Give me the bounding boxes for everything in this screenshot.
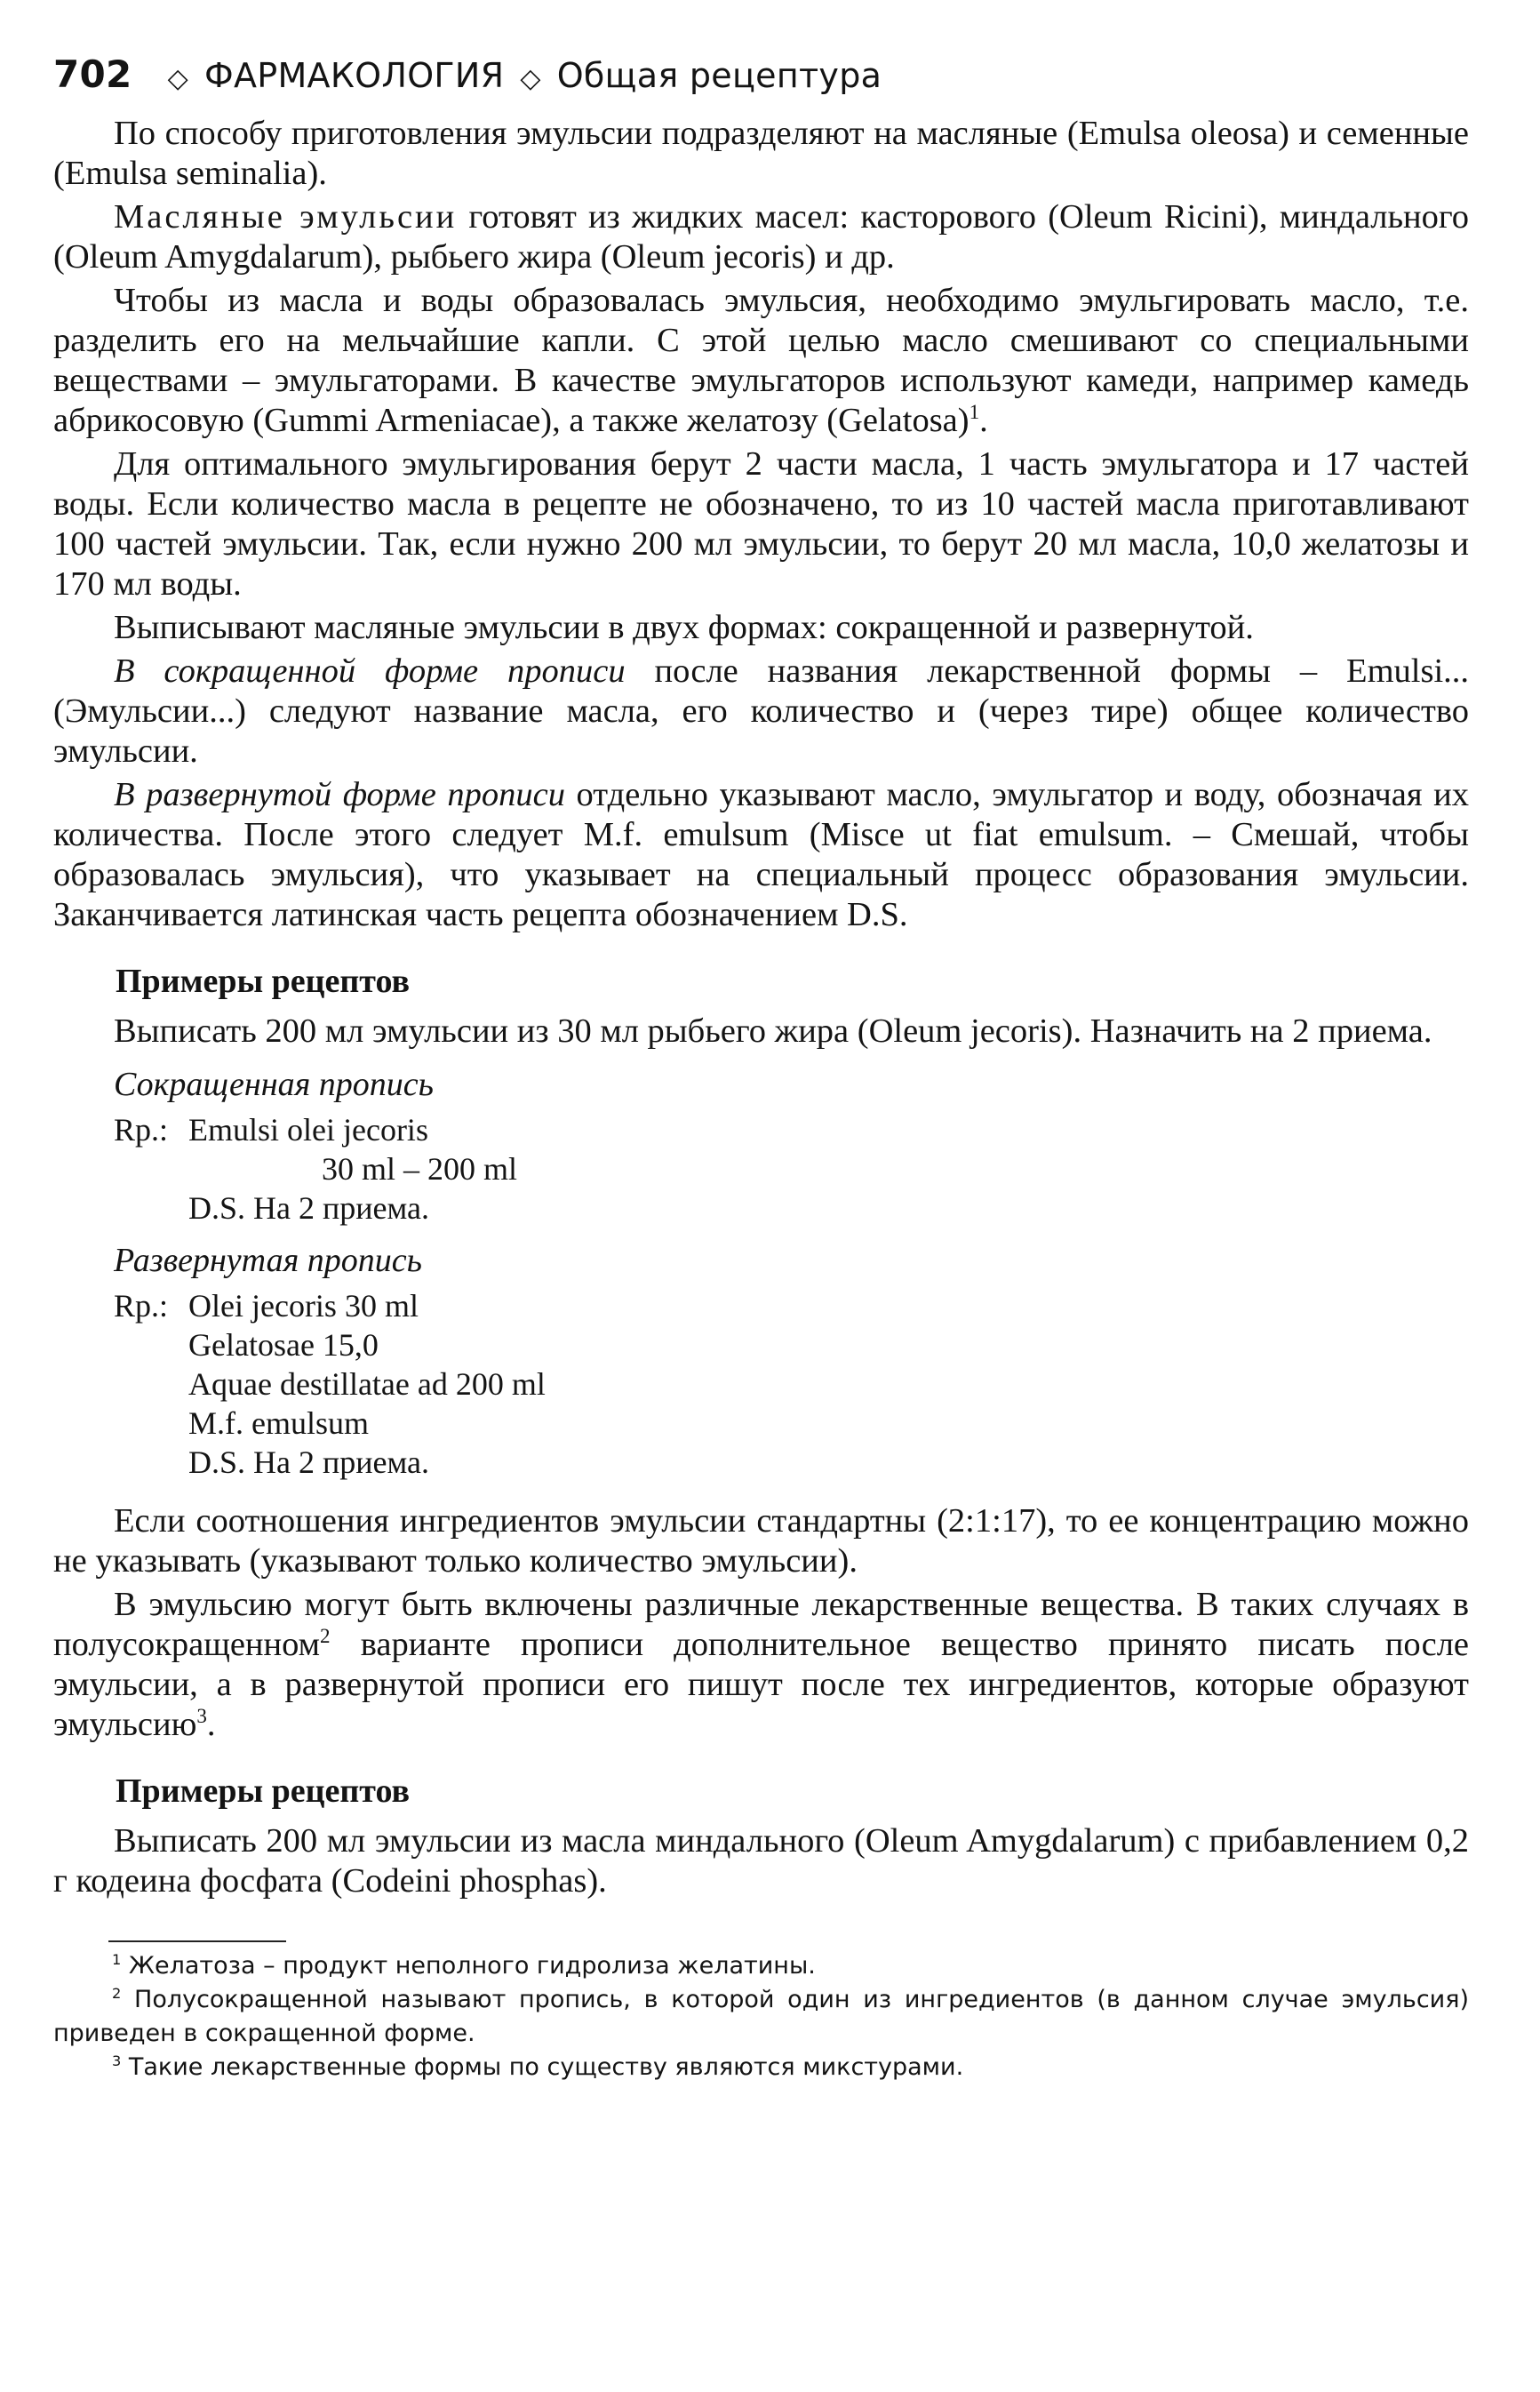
prescription [114, 1286, 1469, 1482]
paragraph-text: отдельно указывают масло, эмульгатор и воду, обозначая их количества. После этого следует M.f. emulsum (Misce ut fiat emulsum. – Смешай, чтобы образовалась эмульсия), что указывает на специальный процесс образования эмульсии. Заканчивается латинская часть рецепта обозначением D.S. [53, 776, 1469, 933]
prescription-subheading: Развернутая пропись [114, 1242, 422, 1279]
footnote [53, 2051, 1469, 2084]
spaced-term: Масляные эмульсии [114, 198, 458, 236]
footnote-mark: 3 [112, 2052, 122, 2069]
footnote-text: Желатоза – продукт неполного гидролиза желатины. [121, 1952, 816, 1980]
rx-line: M.f. emulsum [188, 1405, 369, 1441]
footnote-ref: 1 [969, 400, 980, 424]
rx-line: D.S. На 2 приема. [188, 1190, 430, 1226]
paragraph [53, 281, 1469, 441]
footnote-ref: 2 [320, 1624, 331, 1648]
header-subsection: Общая рецептура [556, 56, 882, 95]
rp-label: Rp.: [114, 1112, 169, 1148]
rx-line: Emulsi olei jecoris [188, 1112, 428, 1148]
diamond-icon: ◇ [167, 63, 188, 94]
paragraph: Для оптимального эмульгирования берут 2 части масла, 1 часть эмульгатора и 17 частей воды. Если количество масла в рецепте не обозначено, то из 10 частей масла приготавливают 100 частей эмульсии. Так, если нужно 200 мл эмульсии, то берут 20 мл масла, 10,0 желатозы и 170 мл воды. [53, 445, 1469, 603]
footnote [53, 1949, 1469, 1983]
running-header [53, 50, 1469, 100]
paragraph: Выписывают масляные эмульсии в двух формах: сокращенной и развернутой. [114, 609, 1254, 646]
paragraph: Выписать 200 мл эмульсии из 30 мл рыбьего жира (Oleum jecoris). Назначить на 2 приема. [114, 1012, 1432, 1050]
footnote-text: Полусокращенной называют пропись, в которой один из ингредиентов (в данном случае эмульсия) приведен в сокращенной форме. [53, 1986, 1469, 2047]
page-number: 702 [53, 52, 132, 96]
paragraph [53, 1585, 1469, 1745]
prescription-subheading: Сокращенная пропись [114, 1066, 434, 1103]
italic-term: В развернутой форме прописи [114, 776, 565, 813]
footnote-text: Такие лекарственные формы по существу являются микстурами. [121, 2053, 964, 2081]
rx-line: 30 ml – 200 ml [322, 1151, 518, 1187]
paragraph: Выписать 200 мл эмульсии из масла миндального (Oleum Amygdalarum) с прибавлением 0,2 г кодеина фосфата (Codeini phosphas). [53, 1822, 1469, 1900]
paragraph-text: . [206, 1706, 216, 1743]
rx-line: Aquae destillatae ad 200 ml [188, 1366, 546, 1402]
paragraph [53, 775, 1469, 935]
footnote [53, 1983, 1469, 2051]
paragraph: Если соотношения ингредиентов эмульсии стандартны (2:1:17), то ее концентрацию можно не указывать (указывают только количество эмульсии). [53, 1502, 1469, 1580]
footnote-mark: 1 [112, 1951, 122, 1968]
diamond-icon: ◇ [520, 63, 541, 94]
footnote-ref: 3 [196, 1704, 207, 1728]
rx-line: D.S. На 2 приема. [188, 1444, 430, 1480]
section-heading: Примеры рецептов [116, 1772, 411, 1810]
italic-term: В сокращенной форме прописи [114, 652, 626, 690]
rx-line: Gelatosae 15,0 [188, 1327, 379, 1363]
header-section: ФАРМАКОЛОГИЯ [203, 56, 505, 95]
rx-line: Olei jecoris 30 ml [188, 1288, 419, 1324]
paragraph-text: варианте прописи дополнительное вещество принято писать после эмульсии, а в развернутой прописи его пишут после тех ингредиентов, которые образуют эмульсию [53, 1626, 1469, 1743]
prescription [114, 1110, 1469, 1228]
paragraph-text: после названия лекарственной формы – Emulsi...(Эмульсии...) следуют название масла, его количество и (через тире) общее количество эмульсии. [53, 652, 1470, 770]
paragraph [53, 652, 1469, 772]
paragraph-text: Чтобы из масла и воды образовалась эмульсия, необходимо эмульгировать масло, т.е. разделить его на мельчайшие капли. С этой целью масло смешивают со специальными веществами – эмульгаторами. В качестве эмульгаторов используют камеди, например камедь абрикосовую (Gummi Armeniacae), а также желатозу (Gelatosa) [53, 282, 1469, 439]
paragraph [53, 197, 1469, 277]
footnote-mark: 2 [112, 1985, 122, 2002]
footnotes [53, 1949, 1469, 2084]
paragraph-text: готовят из жидких масел: касторового (Oleum Ricini), миндального (Oleum Amygdalarum), рыбьего жира (Oleum jecoris) и др. [53, 198, 1469, 276]
paragraph-text: В эмульсию могут быть включены различные лекарственные вещества. В таких случаях в полусокращенном [53, 1586, 1469, 1663]
paragraph-text: . [979, 402, 988, 439]
section-heading: Примеры рецептов [116, 963, 411, 1000]
rp-label: Rp.: [114, 1288, 169, 1324]
paragraph: По способу приготовления эмульсии подразделяют на масляные (Emulsa oleosa) и семенные (Emulsa seminalia). [53, 115, 1469, 192]
footnote-divider [108, 1940, 286, 1942]
